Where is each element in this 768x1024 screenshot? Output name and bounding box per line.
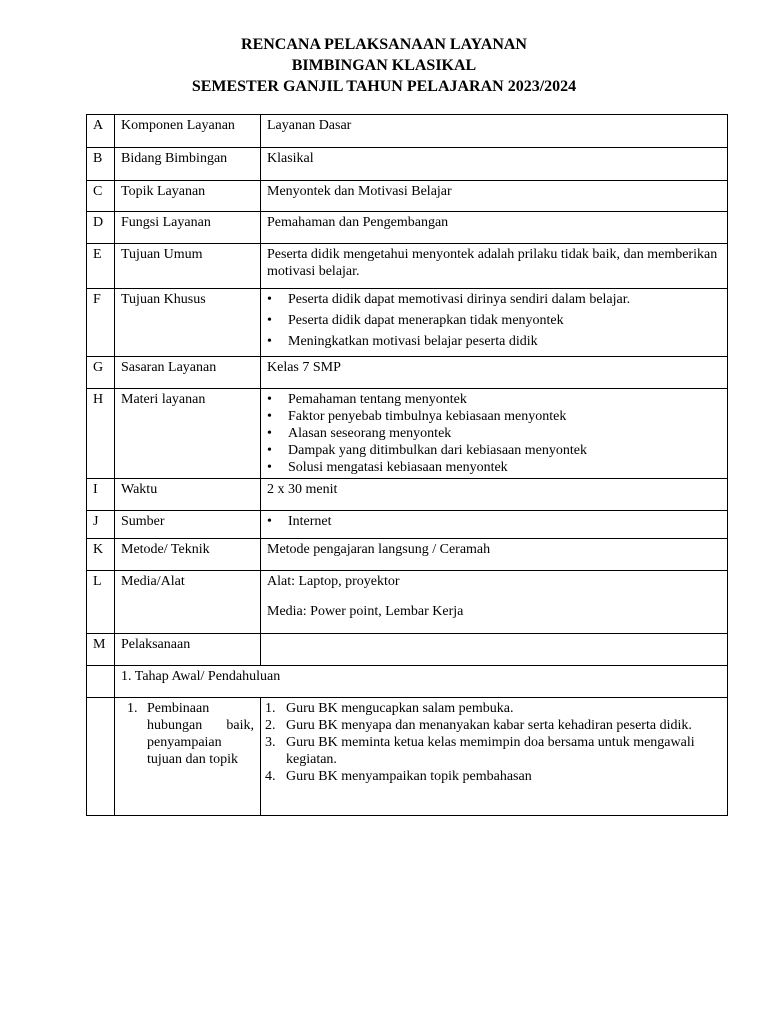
list-item: • Faktor penyebab timbulnya kebiasaan menyontek	[267, 408, 721, 425]
table-row-k	[87, 539, 728, 571]
row-label: Materi layanan	[115, 389, 261, 479]
row-value	[261, 389, 728, 479]
table-row-i	[87, 479, 728, 511]
step-activities-cell	[261, 698, 728, 816]
row-label: Metode/ Teknik	[115, 539, 261, 571]
header-semester: SEMESTER GANJIL TAHUN PELAJARAN 2023/2024	[191, 78, 577, 95]
list-item: 1. Guru BK mengucapkan salam pembuka.	[265, 701, 514, 716]
row-letter: K	[87, 539, 115, 571]
list-item: 2. Guru BK menyapa dan menanyakan kabar serta kehadiran peserta didik.	[265, 718, 692, 733]
table-row-b	[87, 148, 728, 181]
header-subtitle: BIMBINGAN KLASIKAL	[291, 57, 477, 74]
activity-list	[265, 700, 721, 785]
list-item: • Internet	[267, 513, 721, 530]
table-row-g	[87, 357, 728, 389]
row-letter: G	[87, 357, 115, 389]
row-letter: I	[87, 479, 115, 511]
row-label: Tujuan Khusus	[115, 289, 261, 357]
sumber-list	[267, 513, 721, 530]
row-letter: A	[87, 115, 115, 148]
header-title: RENCANA PELAKSANAAN LAYANAN	[241, 36, 527, 53]
tahap-awal-title: 1. Tahap Awal/ Pendahuluan	[115, 666, 728, 698]
row-value	[261, 289, 728, 357]
list-item: • Meningkatkan motivasi belajar peserta didik	[267, 333, 721, 350]
row-label: Pelaksanaan	[115, 634, 261, 666]
row-value: 2 x 30 menit	[261, 479, 728, 511]
materi-list	[267, 391, 721, 476]
row-letter: L	[87, 571, 115, 634]
table-row-f	[87, 289, 728, 357]
row-letter: C	[87, 181, 115, 212]
row-value: Klasikal	[261, 148, 728, 181]
tujuan-khusus-list	[267, 291, 721, 350]
tahap-awal-step-row	[87, 698, 728, 816]
row-label: Sumber	[115, 511, 261, 539]
row-value: Menyontek dan Motivasi Belajar	[261, 181, 728, 212]
media-text: Media: Power point, Lembar Kerja	[267, 604, 464, 619]
table-row-d	[87, 212, 728, 244]
table-row-e	[87, 244, 728, 289]
step-number: 1.	[127, 701, 138, 716]
row-label: Waktu	[115, 479, 261, 511]
row-value: Pemahaman dan Pengembangan	[261, 212, 728, 244]
step-label-cell	[115, 698, 261, 816]
list-item: • Dampak yang ditimbulkan dari kebiasaan menyontek	[267, 442, 721, 459]
row-label: Media/Alat	[115, 571, 261, 634]
table-row-l	[87, 571, 728, 634]
list-item: • Peserta didik dapat menerapkan tidak menyontek	[267, 312, 721, 329]
row-label: Fungsi Layanan	[115, 212, 261, 244]
list-item: • Peserta didik dapat memotivasi dirinya sendiri dalam belajar.	[267, 291, 721, 308]
table-row-m	[87, 634, 728, 666]
row-value: Layanan Dasar	[261, 115, 728, 148]
step-label: Pembinaan hubungan baik, penyampaian tujuan dan topik	[147, 701, 254, 767]
table-row-c	[87, 181, 728, 212]
list-item: • Pemahaman tentang menyontek	[267, 391, 721, 408]
row-letter: H	[87, 389, 115, 479]
row-label: Tujuan Umum	[115, 244, 261, 289]
tahap-awal-row	[87, 666, 728, 698]
table-row-a	[87, 115, 728, 148]
list-item: • Solusi mengatasi kebiasaan menyontek	[267, 459, 721, 476]
row-value	[261, 511, 728, 539]
row-value	[261, 634, 728, 666]
row-letter: E	[87, 244, 115, 289]
document-header	[0, 34, 768, 97]
row-value: Metode pengajaran langsung / Ceramah	[261, 539, 728, 571]
row-letter: J	[87, 511, 115, 539]
list-item: 4. Guru BK menyampaikan topik pembahasan	[265, 769, 532, 784]
row-label: Sasaran Layanan	[115, 357, 261, 389]
list-item: 3. Guru BK meminta ketua kelas memimpin doa bersama untuk mengawali kegiatan.	[265, 735, 695, 767]
table-row-h	[87, 389, 728, 479]
list-item: • Alasan seseorang menyontek	[267, 425, 721, 442]
rpl-table	[86, 114, 728, 816]
row-letter: M	[87, 634, 115, 666]
row-label: Komponen Layanan	[115, 115, 261, 148]
row-label: Bidang Bimbingan	[115, 148, 261, 181]
row-letter: B	[87, 148, 115, 181]
row-value: Kelas 7 SMP	[261, 357, 728, 389]
alat-text: Alat: Laptop, proyektor	[267, 574, 400, 589]
row-letter: D	[87, 212, 115, 244]
row-value	[261, 571, 728, 634]
row-letter: F	[87, 289, 115, 357]
table-row-j	[87, 511, 728, 539]
row-value: Peserta didik mengetahui menyontek adalah prilaku tidak baik, dan memberikan motivasi belajar.	[261, 244, 728, 289]
row-label: Topik Layanan	[115, 181, 261, 212]
